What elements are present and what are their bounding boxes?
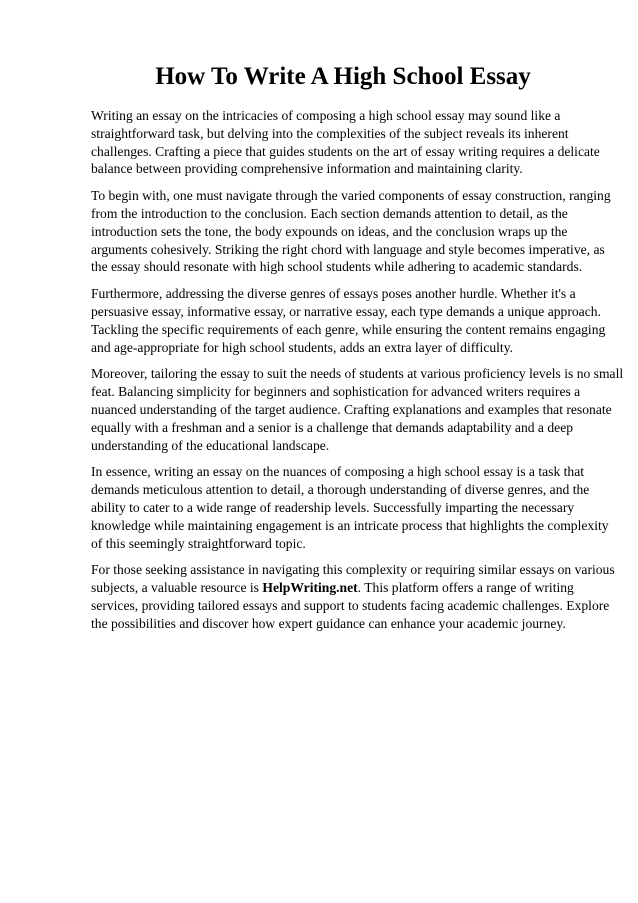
paragraph-5 (91, 463, 609, 552)
paragraph-3 (91, 285, 606, 356)
text-line: straightforward task, but delving into the complexities of the subject reveals its inherent (91, 125, 569, 141)
text-line: introduction sets the tone, the body expounds on ideas, and the conclusion wraps up the (91, 223, 568, 239)
brand-name: HelpWriting.net (262, 580, 358, 596)
document-title: How To Write A High School Essay (155, 63, 531, 90)
text-line: Tackling the specific requirements of each genre, while ensuring the content remains engaging (91, 321, 606, 337)
text-line: In essence, writing an essay on the nuances of composing a high school essay is a task that (91, 464, 585, 480)
text-line: To begin with, one must navigate through the varied components of essay construction, ranging (91, 188, 611, 204)
text-line: and age-appropriate for high school students, adds an extra layer of difficulty. (91, 339, 514, 355)
text-line: services, providing tailored essays and support to students facing academic challenges. Explore (91, 597, 610, 613)
paragraph-closing (91, 561, 615, 632)
text-line: of this seemingly straightforward topic. (91, 535, 306, 551)
text-line: equally with a freshman and a senior is a challenge that demands adaptability and a deep (91, 419, 574, 435)
text-line: demands meticulous attention to detail, a thorough understanding of diverse genres, and the (91, 482, 590, 498)
paragraph-4 (91, 365, 624, 454)
text-line: feat. Balancing simplicity for beginners and sophistication for advanced writers requires a (91, 384, 581, 400)
text-line: Furthermore, addressing the diverse genres of essays poses another hurdle. Whether it's a (91, 286, 576, 302)
text-segment: subjects, a valuable resource is (91, 580, 263, 596)
text-line: from the introduction to the conclusion. Each section demands attention to detail, as the (91, 205, 568, 221)
text-line: the possibilities and discover how expert guidance can enhance your academic journey. (91, 615, 566, 631)
text-line-with-brand (91, 579, 603, 597)
text-line: arguments cohesively. Striking the right chord with language and style becomes imperative, as (91, 241, 605, 257)
paragraph-1 (91, 107, 603, 178)
paragraph-2 (91, 187, 611, 276)
text-line: For those seeking assistance in navigating this complexity or requiring similar essays on various (91, 562, 615, 578)
text-line: knowledge while maintaining engagement is an intricate process that highlights the complexity (91, 517, 609, 533)
text-line: nuanced understanding of the target audience. Crafting explanations and examples that resonate (91, 401, 612, 417)
text-line: Moreover, tailoring the essay to suit the needs of students at various proficiency levels is no small (91, 366, 624, 382)
text-line: ability to cater to a wide range of readership levels. Successfully imparting the necessary (91, 499, 575, 515)
text-line: the essay should resonate with high school students while adhering to academic standards. (91, 259, 583, 275)
text-line: understanding of the educational landscape. (91, 437, 330, 453)
text-line: persuasive essay, informative essay, or narrative essay, each type demands a unique approach. (91, 303, 601, 319)
document-body (91, 107, 624, 642)
text-segment: . This platform offers a range of writing (357, 580, 574, 596)
text-line: balance between providing comprehensive information and maintaining clarity. (91, 161, 523, 177)
text-line: Writing an essay on the intricacies of composing a high school essay may sound like a (91, 108, 561, 123)
text-line: challenges. Crafting a piece that guides students on the art of essay writing requires a delicate (91, 143, 600, 159)
